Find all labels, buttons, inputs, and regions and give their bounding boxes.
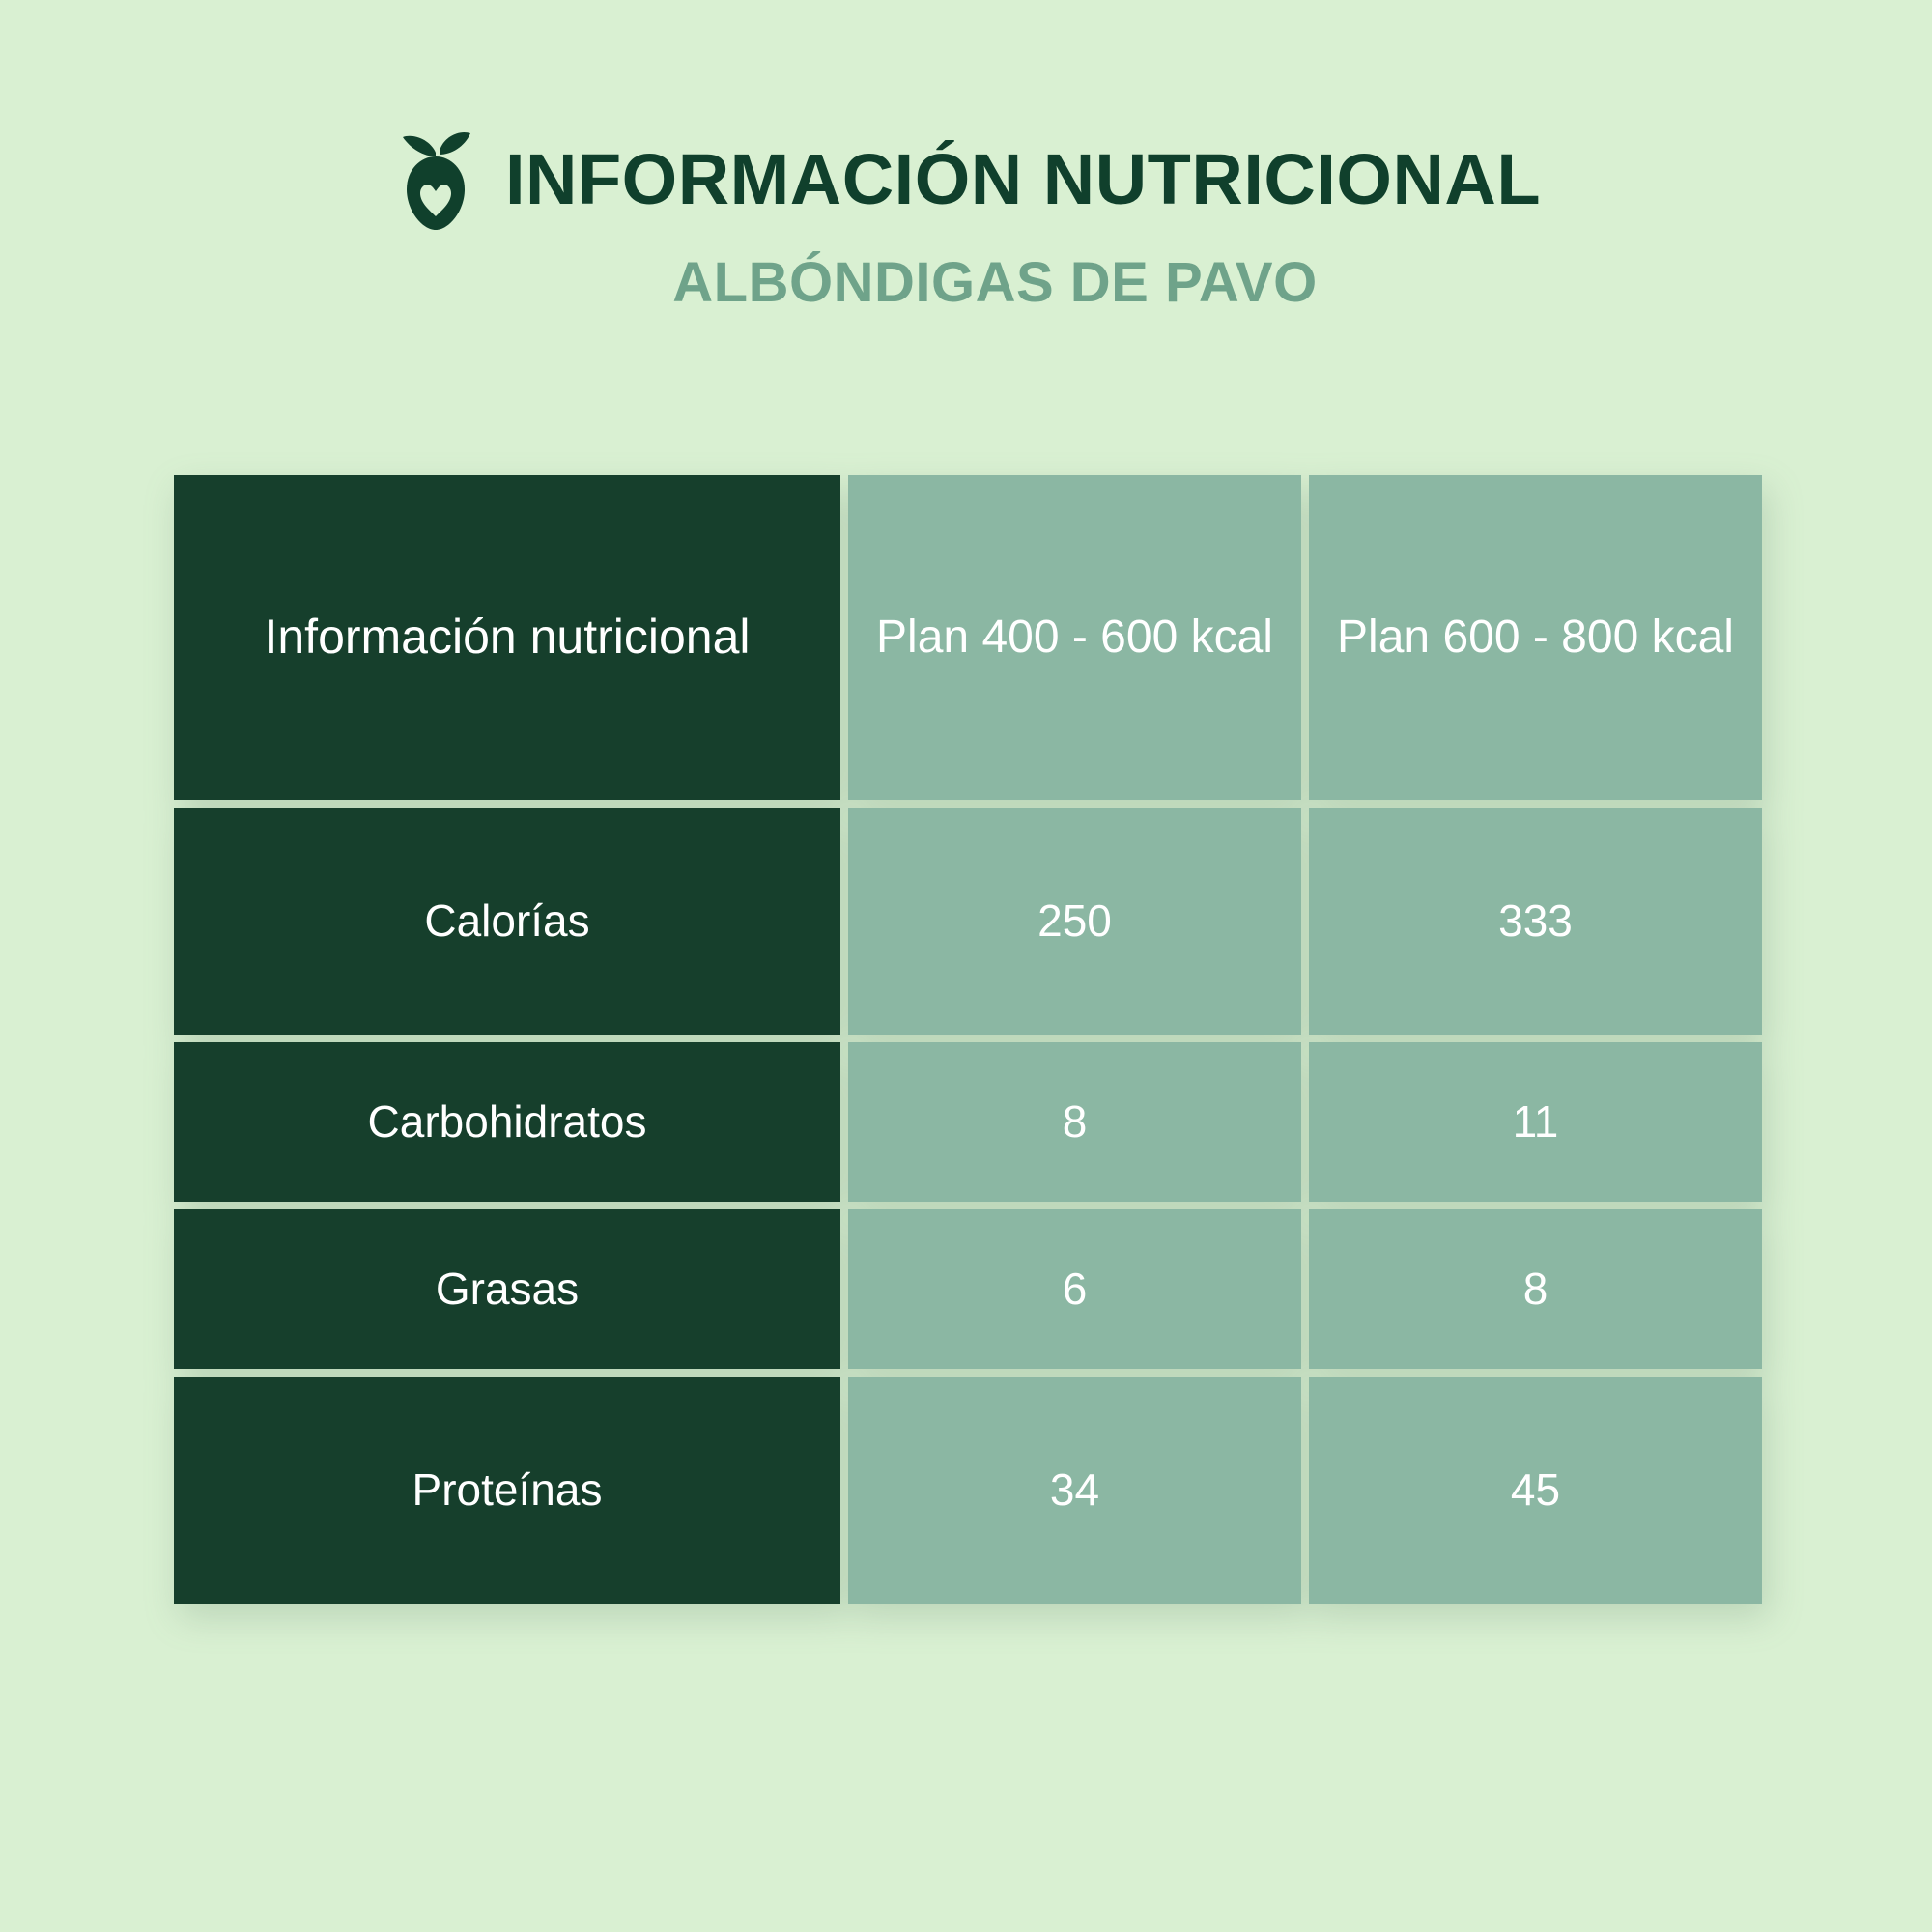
row-value: 8 xyxy=(1062,1096,1088,1148)
row-value: 34 xyxy=(1049,1464,1100,1516)
row-label: Carbohidratos xyxy=(367,1096,647,1148)
table-row xyxy=(174,1377,1762,1604)
row-value: 333 xyxy=(1498,895,1573,947)
row-value: 11 xyxy=(1512,1096,1559,1148)
row-label: Calorías xyxy=(424,895,590,947)
table-row xyxy=(174,1209,1762,1369)
page-subtitle: ALBÓNDIGAS DE PAVO xyxy=(672,251,1318,314)
table-header-label-plan-400-600: Plan 400 - 600 kcal xyxy=(876,611,1273,663)
table-header-row xyxy=(174,475,1762,800)
page-title: INFORMACIÓN NUTRICIONAL xyxy=(504,139,1542,219)
row-label-cell xyxy=(174,1377,840,1604)
row-value-cell-plan-600-800 xyxy=(1309,808,1762,1035)
row-label: Grasas xyxy=(435,1264,580,1315)
table-row xyxy=(174,1042,1762,1202)
row-value: 8 xyxy=(1522,1264,1548,1315)
row-value-cell-plan-600-800 xyxy=(1309,1377,1762,1604)
apple-leaf-icon xyxy=(391,128,480,236)
row-label-cell xyxy=(174,808,840,1035)
title-row xyxy=(391,124,1541,236)
row-value-cell-plan-400-600 xyxy=(848,1377,1301,1604)
table-header-cell-plan-400-600 xyxy=(848,475,1301,800)
row-label-cell xyxy=(174,1042,840,1202)
row-label: Proteínas xyxy=(412,1464,603,1516)
nutrition-table xyxy=(166,468,1770,1611)
table-header-cell-info xyxy=(174,475,840,800)
row-value: 250 xyxy=(1037,895,1112,947)
table-header-cell-plan-600-800 xyxy=(1309,475,1762,800)
row-value-cell-plan-400-600 xyxy=(848,1042,1301,1202)
row-value-cell-plan-600-800 xyxy=(1309,1042,1762,1202)
table-row xyxy=(174,808,1762,1035)
row-value-cell-plan-400-600 xyxy=(848,1209,1301,1369)
row-value-cell-plan-400-600 xyxy=(848,808,1301,1035)
table-header-label-info: Información nutricional xyxy=(264,610,751,665)
row-value-cell-plan-600-800 xyxy=(1309,1209,1762,1369)
table-header-label-plan-600-800: Plan 600 - 800 kcal xyxy=(1337,611,1734,663)
row-value: 6 xyxy=(1062,1264,1088,1315)
row-value: 45 xyxy=(1510,1464,1561,1516)
row-label-cell xyxy=(174,1209,840,1369)
nutrition-table-wrapper xyxy=(166,468,1770,1611)
page-header xyxy=(0,0,1932,314)
